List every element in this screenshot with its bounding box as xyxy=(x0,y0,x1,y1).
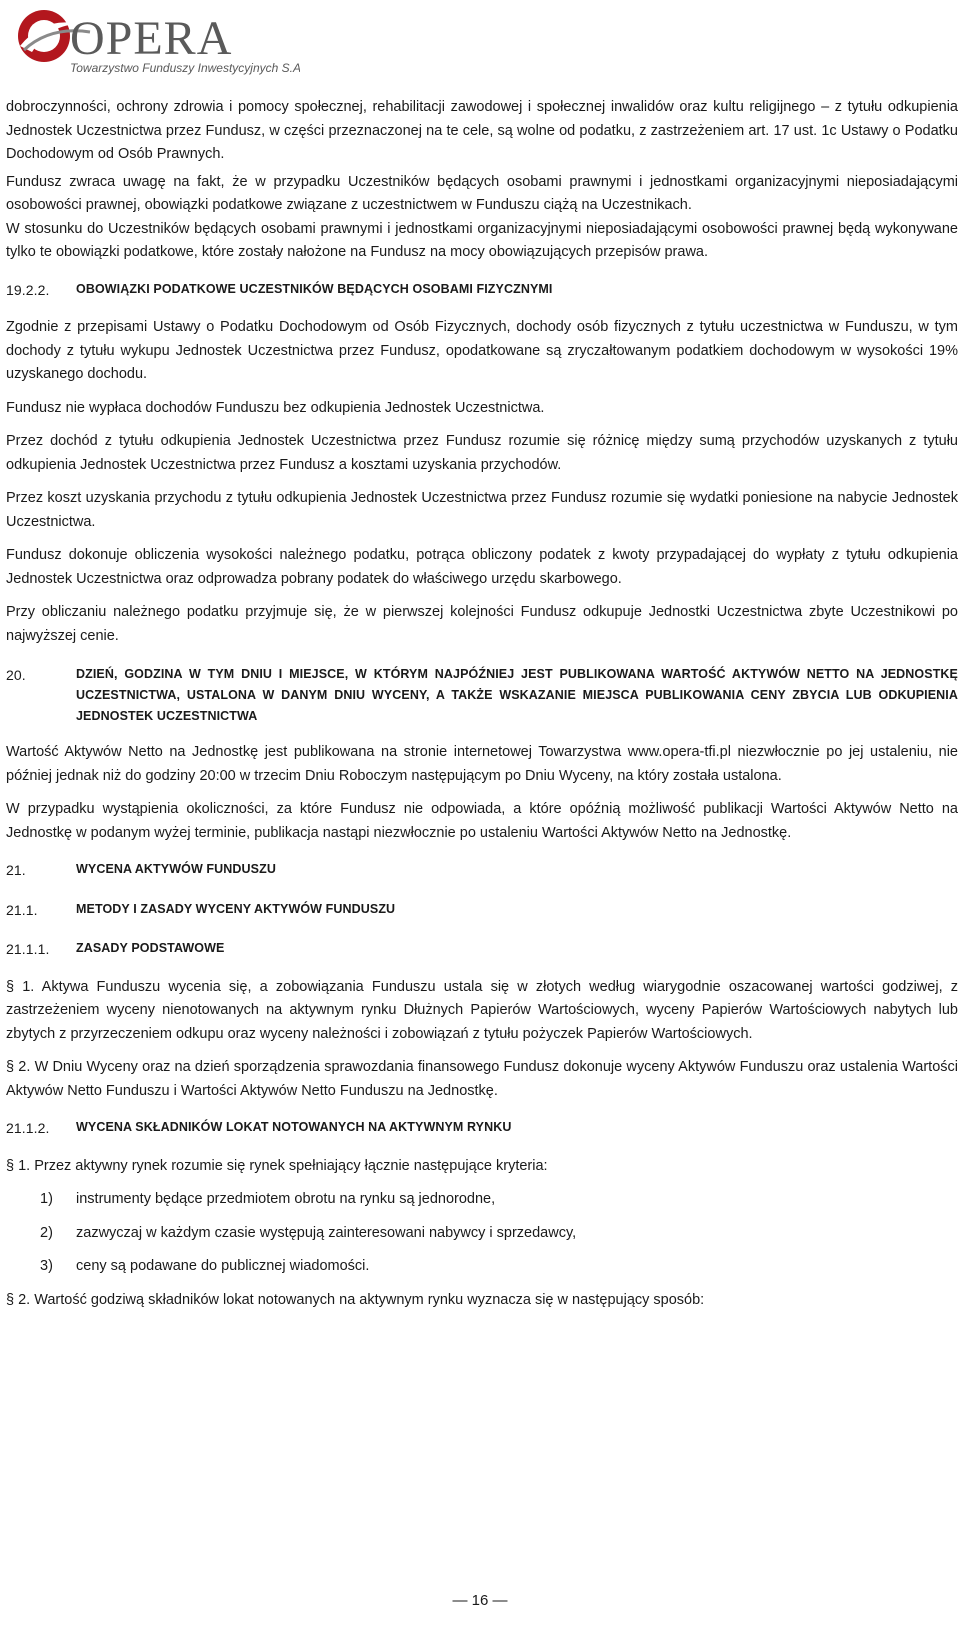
paragraph: W przypadku wystąpienia okoliczności, za które Fundusz nie odpowiada, a które opóźnią możliwość publikacji Wartości Aktywów Netto na Jednostkę w podanym wyżej terminie, publikacja nastąpi niezwłocznie po ustaleniu Wartości Aktywów Netto na Jednostkę. xyxy=(6,801,958,841)
logo-subtitle: Towarzystwo Funduszy Inwestycyjnych S.A. xyxy=(70,61,300,75)
paragraph: dobroczynności, ochrony zdrowia i pomocy społecznej, rehabilitacji zawodowej i społecznej inwalidów oraz kultu religijnego – z tytułu odkupienia Jednostek Uczestnictwa przez Fundusz, w części przeznaczonej na te cele, są wolne od podatku, z zastrzeżeniem art. 17 ust. 1c Ustawy o Podatku Dochodowym od Osób Prawnych. xyxy=(6,99,958,162)
list-text: zazwyczaj w każdym czasie występują zainteresowani nabywcy i sprzedawcy, xyxy=(76,1224,577,1241)
opera-logo xyxy=(10,6,300,78)
section-heading xyxy=(6,1117,958,1141)
paragraph: § 1. Przez aktywny rynek rozumie się rynek spełniający łącznie następujące kryteria: xyxy=(6,1157,548,1174)
section-number: 21.1.1. xyxy=(6,941,50,957)
list-number: 1) xyxy=(40,1191,53,1207)
section-number: 21.1.2. xyxy=(6,1120,50,1136)
section-number: 20. xyxy=(6,667,26,683)
list-item xyxy=(6,1222,958,1246)
section-heading xyxy=(6,859,958,883)
paragraph: § 1. Aktywa Funduszu wycenia się, a zobowiązania Funduszu ustala się w złotych według wiarygodnie oszacowanej wartości godziwej, z zastrzeżeniem wyceny nienotowanych na aktywnym rynku Dłużnych Papierów Wartościowych, wyceny Papierów Wartościowych nabytych lub zbytych z przyrzeczeniem odkupu oraz wyceny należności i zobowiązań z tytułu pożyczek Papierów Wartościowych. xyxy=(6,978,958,1042)
section-heading xyxy=(6,664,958,727)
section-title: METODY I ZASADY WYCENY AKTYWÓW FUNDUSZU xyxy=(76,901,396,916)
list-number: 2) xyxy=(40,1224,53,1241)
paragraph: Fundusz dokonuje obliczenia wysokości należnego podatku, potrąca obliczony podatek z kwoty przypadającej do wypłaty z tytułu odkupienia Jednostek Uczestnictwa oraz odprowadza pobrany podatek do właściwego urzędu skarbowego. xyxy=(6,547,958,587)
paragraph: § 2. Wartość godziwą składników lokat notowanych na aktywnym rynku wyznacza się w następujący sposób: xyxy=(6,1291,705,1308)
list-text: instrumenty będące przedmiotem obrotu na rynku są jednorodne, xyxy=(76,1191,496,1207)
paragraph: Fundusz nie wypłaca dochodów Funduszu bez odkupienia Jednostek Uczestnictwa. xyxy=(6,399,545,416)
section-heading xyxy=(6,279,958,303)
paragraph: Przez koszt uzyskania przychodu z tytułu odkupienia Jednostek Uczestnictwa przez Fundusz rozumie się wydatki poniesione na nabycie Jednostek Uczestnictwa. xyxy=(6,490,958,530)
logo-word: OPERA xyxy=(70,12,233,65)
section-title: OBOWIĄZKI PODATKOWE UCZESTNIKÓW BĘDĄCYCH OSOBAMI FIZYCZNYMI xyxy=(76,281,553,296)
section-title: WYCENA AKTYWÓW FUNDUSZU xyxy=(76,862,276,876)
section-title: DZIEŃ, GODZINA W TYM DNIU I MIEJSCE, W KTÓRYM NAJPÓŹNIEJ JEST PUBLIKOWANA WARTOŚĆ AKTYWÓW NETTO NA JEDNOSTKĘ UCZESTNICTWA, USTALONA W DANYM DNIU WYCENY, A TAKŻE WSKAZANIE MIEJSCA PUBLIKOWANIA CENY ZBYCIA LUB ODKUPIENIA JEDNOSTEK UCZESTNICTWA xyxy=(76,667,958,723)
section-number: 19.2.2. xyxy=(6,281,50,298)
list-text: ceny są podawane do publicznej wiadomości. xyxy=(76,1258,370,1274)
paragraph: Przy obliczaniu należnego podatku przyjmuje się, że w pierwszej kolejności Fundusz odkupuje Jednostki Uczestnictwa zbyte Uczestnikowi po najwyższej cenie. xyxy=(6,604,958,644)
paragraph: Przez dochód z tytułu odkupienia Jednostek Uczestnictwa przez Fundusz rozumie się różnicę między sumą przychodów uzyskanych z tytułu odkupienia Jednostek Uczestnictwa przez Fundusz a kosztami uzyskania przychodów. xyxy=(6,433,958,473)
document-body xyxy=(6,96,958,1322)
section-number: 21.1. xyxy=(6,901,38,918)
section-number: 21. xyxy=(6,862,26,878)
page-number: — 16 — xyxy=(452,1592,508,1609)
list-item xyxy=(6,1188,958,1212)
section-heading xyxy=(6,899,958,923)
section-title: WYCENA SKŁADNIKÓW LOKAT NOTOWANYCH NA AKTYWNYM RYNKU xyxy=(76,1120,512,1134)
paragraph: W stosunku do Uczestników będących osobami prawnymi i jednostkami organizacyjnymi nieposiadającymi osobowości prawnej będą wykonywane tylko te obowiązki podatkowe, które zostały nałożone na Fundusz na mocy obowiązujących przepisów prawa. xyxy=(6,220,958,260)
paragraph: § 2. W Dniu Wyceny oraz na dzień sporządzenia sprawozdania finansowego Fundusz dokonuje wyceny Aktywów Funduszu oraz ustalenia Wartości Aktywów Netto Funduszu i Wartości Aktywów Netto Funduszu na Jednostkę. xyxy=(6,1059,958,1099)
section-title: ZASADY PODSTAWOWE xyxy=(76,941,225,955)
opera-logo-mark xyxy=(10,6,300,78)
paragraph: Wartość Aktywów Netto na Jednostkę jest publikowana na stronie internetowej Towarzystwa www.opera-tfi.pl niezwłocznie po jej ustaleniu, nie później jednak niż do godziny 20:00 w trzecim Dniu Roboczym następującym po Dniu Wyceny, na który została ustalona. xyxy=(6,744,958,784)
list-number: 3) xyxy=(40,1258,53,1274)
list-item xyxy=(6,1255,958,1279)
paragraph: Fundusz zwraca uwagę na fakt, że w przypadku Uczestników będących osobami prawnymi i jednostkami organizacyjnymi nieposiadającymi osobowości prawnej, obowiązki podatkowe związane z uczestnictwem w Funduszu ciążą na Uczestnikach. xyxy=(6,173,958,213)
section-heading xyxy=(6,938,958,962)
paragraph: Zgodnie z przepisami Ustawy o Podatku Dochodowym od Osób Fizycznych, dochody osób fizycznych z tytułu uczestnictwa w Funduszu, w tym dochody z tytułu wykupu Jednostek Uczestnictwa przez Fundusz, opodatkowane są zryczałtowanym podatkiem dochodowym w wysokości 19% uzyskanego dochodu. xyxy=(6,319,958,382)
